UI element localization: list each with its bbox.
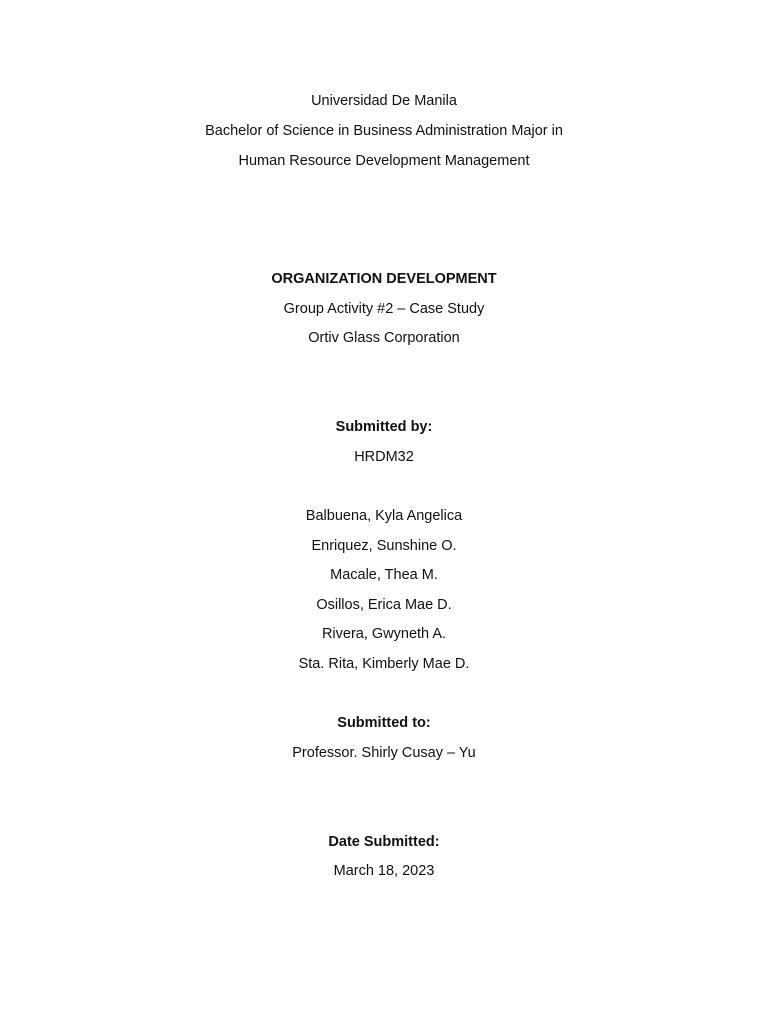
program-line-2: Human Resource Development Management	[238, 153, 530, 169]
activity-title: Group Activity #2 – Case Study	[283, 301, 485, 317]
course-title: ORGANIZATION DEVELOPMENT	[271, 271, 497, 287]
member-name: Macale, Thea M.	[330, 567, 438, 583]
submitted-to-label: Submitted to:	[337, 715, 431, 731]
member-name: Osillos, Erica Mae D.	[316, 597, 452, 613]
date-submitted-value: March 18, 2023	[333, 863, 435, 879]
program-line-1: Bachelor of Science in Business Administration Major in	[205, 123, 563, 139]
date-submitted-label: Date Submitted:	[328, 834, 440, 850]
member-name: Sta. Rita, Kimberly Mae D.	[298, 656, 470, 672]
professor-name: Professor. Shirly Cusay – Yu	[292, 745, 476, 761]
member-name: Rivera, Gwyneth A.	[321, 626, 447, 642]
member-name: Enriquez, Sunshine O.	[311, 538, 457, 554]
section-code: HRDM32	[354, 449, 414, 465]
submitted-by-label: Submitted by:	[335, 419, 433, 435]
company-name: Ortiv Glass Corporation	[308, 330, 460, 346]
member-name: Balbuena, Kyla Angelica	[305, 508, 463, 524]
university-name: Universidad De Manila	[311, 93, 457, 109]
